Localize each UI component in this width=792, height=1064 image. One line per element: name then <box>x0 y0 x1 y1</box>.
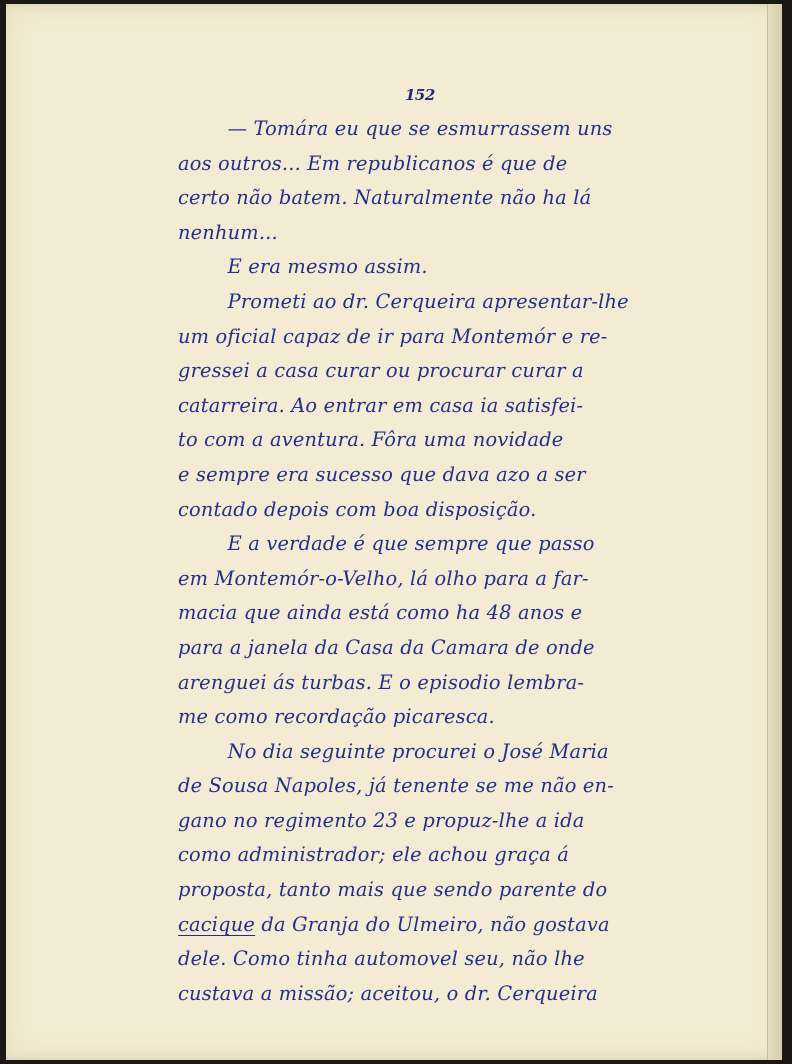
manuscript-line: e sempre era sucesso que dava azo a ser <box>178 462 586 486</box>
manuscript-line: No dia seguinte procurei o José Maria <box>227 739 609 763</box>
manuscript-line: certo não batem. Naturalmente não ha lá <box>178 186 592 210</box>
manuscript-line: contado depois com boa disposição. <box>178 497 537 521</box>
manuscript-line: gressei a casa curar ou procurar curar a <box>178 359 584 383</box>
manuscript-line: em Montemór-o-Velho, lá olho para a far- <box>178 566 589 590</box>
manuscript-line: proposta, tanto mais que sendo parente do <box>178 878 608 902</box>
manuscript-line: Prometi ao dr. Cerqueira apresentar-lhe <box>227 289 629 313</box>
manuscript-line: — Tomára eu que se esmurrassem uns <box>227 117 613 140</box>
handwritten-text-body <box>178 112 698 1011</box>
manuscript-line: aos outros... Em republicanos é que de <box>178 151 568 175</box>
manuscript-line: E era mesmo assim. <box>227 255 428 279</box>
manuscript-line: macia que ainda está como ha 48 anos e <box>178 601 583 625</box>
manuscript-line: um oficial capaz de ir para Montemór e re- <box>178 324 608 348</box>
manuscript-line: nenhum... <box>178 220 278 244</box>
page-number: 152 <box>405 86 435 104</box>
manuscript-line: dele. Como tinha automovel seu, não lhe <box>178 947 585 971</box>
manuscript-line: como administrador; ele achou graça á <box>178 843 570 867</box>
page-edge <box>767 4 782 1060</box>
manuscript-line: E a verdade é que sempre que passo <box>227 532 595 556</box>
manuscript-line: to com a aventura. Fôra uma novidade <box>178 428 564 452</box>
manuscript-line: de Sousa Napoles, já tenente se me não en- <box>178 774 614 798</box>
manuscript-line: arenguei ás turbas. E o episodio lembra- <box>178 670 585 694</box>
manuscript-line: custava a missão; aceitou, o dr. Cerqueira <box>178 981 598 1005</box>
manuscript-line: cacique da Granja do Ulmeiro, não gostava <box>178 912 610 936</box>
manuscript-line: gano no regimento 23 e propuz-lhe a ida <box>178 808 585 832</box>
manuscript-line: catarreira. Ao entrar em casa ia satisfei- <box>178 393 584 417</box>
manuscript-line: para a janela da Casa da Camara de onde <box>178 635 595 659</box>
manuscript-line: me como recordação picaresca. <box>178 705 495 729</box>
